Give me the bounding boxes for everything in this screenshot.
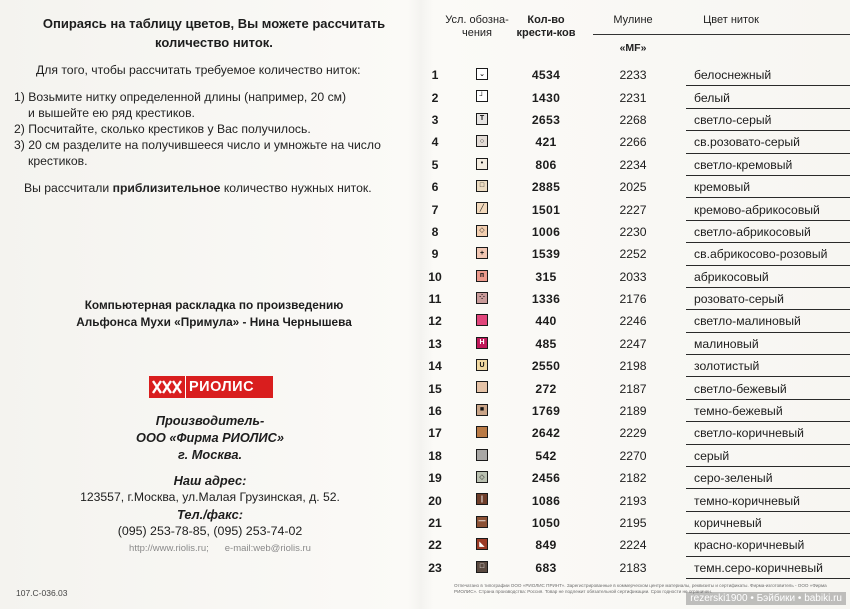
thread-color-name: темно-коричневый (694, 493, 800, 508)
thread-color-name: темн.серо-коричневый (694, 560, 823, 575)
row-number: 12 (428, 314, 442, 329)
symbol-swatch-icon: ■ (476, 404, 488, 416)
symbol-swatch-icon (476, 449, 488, 461)
row-number: 17 (428, 426, 442, 441)
symbol-swatch-icon: ⌄ (476, 68, 488, 80)
row-number: 6 (431, 180, 439, 195)
symbol-swatch-icon: ◇ (476, 225, 488, 237)
thread-color-name: светло-коричневый (694, 426, 804, 441)
symbol-swatch-icon: H (476, 337, 488, 349)
table-row (418, 445, 850, 467)
table-row (418, 176, 850, 198)
stitch-count: 2653 (531, 112, 561, 127)
table-row (418, 154, 850, 176)
row-number: 23 (428, 560, 442, 575)
mf-code: 2270 (619, 448, 647, 463)
mf-code: 2230 (619, 224, 647, 239)
row-number: 4 (431, 135, 439, 150)
mf-code: 2227 (619, 202, 647, 217)
stitch-count: 272 (535, 381, 557, 396)
row-number: 20 (428, 493, 442, 508)
thread-color-name: розовато-серый (694, 292, 784, 307)
mf-code: 2246 (619, 314, 647, 329)
stitch-count: 1086 (531, 493, 561, 508)
mf-code: 2224 (619, 538, 647, 553)
header-mf: «MF» (619, 42, 647, 54)
mf-code: 2266 (619, 135, 647, 150)
thread-color-name: кремовый (694, 180, 751, 195)
table-row (418, 333, 850, 355)
stitch-count: 485 (535, 336, 557, 351)
thread-color-name: серый (694, 448, 730, 463)
stitch-count: 2885 (531, 180, 561, 195)
mf-code: 2183 (619, 560, 647, 575)
stitch-count: 440 (535, 314, 557, 329)
stitch-count: 806 (535, 157, 557, 172)
stitch-count: 1501 (531, 202, 561, 217)
thread-color-name: малиновый (694, 336, 759, 351)
instruction-step: и вышейте ею ряд крестиков. (28, 106, 195, 120)
stitch-count: 315 (535, 269, 557, 284)
symbol-swatch-icon (476, 381, 488, 393)
instructions (14, 62, 414, 196)
row-number: 18 (428, 448, 442, 463)
row-number: 7 (431, 202, 439, 217)
instruction-step: крестиков. (28, 154, 88, 168)
stitch-count: 421 (535, 135, 557, 150)
symbol-swatch-icon: T (476, 113, 488, 125)
row-divider (686, 578, 850, 579)
row-number: 10 (428, 269, 442, 284)
instruction-step: 2) Посчитайте, сколько крестиков у Вас получилось. (14, 122, 311, 136)
table-row (418, 109, 850, 131)
header-color: Цвет ниток (703, 14, 759, 26)
web-contacts (100, 543, 340, 554)
stitch-count: 2550 (531, 359, 561, 374)
table-row (418, 557, 850, 579)
mf-code: 2187 (619, 381, 647, 396)
table-row (418, 86, 850, 108)
table-row (418, 534, 850, 556)
table-row (418, 377, 850, 399)
mf-code: 2252 (619, 247, 647, 262)
row-number: 2 (431, 90, 439, 105)
mf-code: 2229 (619, 426, 647, 441)
header-rule (593, 34, 850, 35)
thread-color-name: светло-кремовый (694, 157, 793, 172)
table-row (418, 198, 850, 220)
table-row (418, 400, 850, 422)
symbol-swatch-icon (476, 426, 488, 438)
stitch-count: 1006 (531, 224, 561, 239)
thread-color-name: светло-малиновый (694, 314, 801, 329)
table-row (418, 131, 850, 153)
thread-color-name: коричневый (694, 516, 762, 530)
email-link[interactable]: e-mail:web@riolis.ru (224, 543, 311, 554)
thread-color-name: абрикосовый (694, 269, 769, 284)
mf-code: 2247 (619, 336, 647, 351)
riolis-logo (149, 376, 273, 398)
manufacturer: Производитель- ООО «Фирма РИОЛИС» г. Москва. (135, 413, 284, 462)
mf-code: 2176 (619, 292, 647, 307)
stitch-count: 683 (535, 560, 557, 575)
instructions-result: Вы рассчитали приблизительное количество нужных ниток. (24, 181, 372, 195)
website-link[interactable]: http://www.riolis.ru; (129, 543, 209, 554)
mf-code: 2268 (619, 112, 647, 127)
row-number: 21 (428, 516, 442, 530)
symbol-swatch-icon: ⁘ (476, 292, 488, 304)
stitch-count: 1539 (531, 247, 561, 262)
table-row (418, 467, 850, 489)
symbol-swatch-icon: □ (476, 180, 488, 192)
thread-color-name: св.розовато-серый (694, 135, 800, 150)
table-row (418, 355, 850, 377)
instruction-step: 1) Возьмите нитку определенной длины (например, 20 см) (14, 90, 347, 104)
stitch-count: 2642 (531, 426, 561, 441)
thread-color-name: серо-зеленый (694, 471, 773, 486)
watermark: rezerski1900 • Бэйбики • babiki.ru (686, 592, 846, 605)
stitch-count: 1336 (531, 292, 561, 307)
row-number: 13 (428, 336, 442, 351)
symbol-swatch-icon: + (476, 247, 488, 259)
thread-color-name: кремово-абрикосовый (694, 202, 820, 217)
row-number: 9 (431, 247, 439, 262)
stitch-count: 542 (535, 448, 557, 463)
stitch-count: 849 (535, 538, 557, 553)
mf-code: 2182 (619, 471, 647, 486)
symbol-swatch-icon: ┘ (476, 90, 488, 102)
instruction-step: 3) 20 см разделите на получившееся число и умножьте на число (14, 138, 381, 152)
mf-code: 2193 (619, 493, 647, 508)
table-row (418, 266, 850, 288)
table-row (418, 489, 850, 511)
thread-color-name: белоснежный (694, 68, 772, 83)
header-symbol: Усл. обозна-чения (445, 14, 509, 39)
thread-color-name: светло-абрикосовый (694, 224, 811, 239)
table-row (418, 221, 850, 243)
table-row (418, 243, 850, 265)
stitch-count: 2456 (531, 471, 561, 486)
mf-code: 2234 (619, 157, 647, 172)
row-number: 16 (428, 404, 442, 419)
phone-heading: Тел./факс: (177, 507, 243, 522)
mf-code: 2231 (619, 90, 647, 105)
thread-color-name: св.абрикосово-розовый (694, 247, 828, 262)
left-page (0, 0, 418, 609)
thread-color-name: золотистый (694, 359, 760, 374)
table-row (418, 422, 850, 444)
color-key-table (418, 0, 850, 609)
row-number: 5 (431, 157, 439, 172)
thread-color-name: темно-бежевый (694, 404, 783, 419)
table-row (418, 64, 850, 86)
thread-color-name: светло-серый (694, 112, 772, 127)
logo-cross-icon (149, 376, 185, 398)
table-row (418, 310, 850, 332)
symbol-swatch-icon: | (476, 493, 488, 505)
row-number: 1 (431, 68, 439, 83)
logo-text: РИОЛИС (185, 376, 273, 398)
phone-numbers: (095) 253-78-85, (095) 253-74-02 (117, 524, 303, 538)
stitch-count: 1769 (531, 404, 561, 419)
row-number: 11 (428, 292, 442, 307)
symbol-swatch-icon: U (476, 359, 488, 371)
mf-code: 2025 (619, 180, 647, 195)
stitch-count: 1050 (531, 516, 561, 530)
stitch-count: 1430 (531, 90, 561, 105)
header-mulina: Мулине (613, 14, 653, 26)
symbol-swatch-icon: ╱ (476, 202, 488, 214)
symbol-swatch-icon: ○ (476, 135, 488, 147)
thread-color-name: светло-бежевый (694, 381, 787, 396)
stitch-count: 4534 (531, 68, 561, 83)
address-heading: Наш адрес: (173, 473, 247, 488)
table-row (418, 512, 850, 534)
mf-code: 2195 (619, 516, 647, 530)
symbol-swatch-icon: п (476, 270, 488, 282)
table-body (418, 64, 850, 579)
mf-code: 2198 (619, 359, 647, 374)
row-number: 19 (428, 471, 442, 486)
address: 123557, г.Москва, ул.Малая Грузинская, д. 52. (80, 490, 340, 504)
mf-code: 2233 (619, 68, 647, 83)
header-count: Кол-во крести-ков (516, 14, 576, 39)
intro-title: Опираясь на таблицу цветов, Вы можете рассчитать количество ниток. (42, 16, 386, 50)
symbol-swatch-icon: — (476, 516, 488, 528)
thread-color-name: красно-коричневый (694, 538, 805, 553)
row-number: 22 (428, 538, 442, 553)
mf-code: 2033 (619, 269, 647, 284)
symbol-swatch-icon: ◣ (476, 538, 488, 550)
row-number: 15 (428, 381, 442, 396)
symbol-swatch-icon: □ (476, 561, 488, 573)
symbol-swatch-icon: ◇ (476, 471, 488, 483)
row-number: 14 (428, 359, 442, 374)
design-credits: Компьютерная раскладка по произведению Альфонса Мухи «Примула» - Нина Чернышева (76, 298, 352, 329)
table-row (418, 288, 850, 310)
row-number: 8 (431, 224, 439, 239)
product-code: 107.С-036.03 (16, 588, 68, 598)
symbol-swatch-icon (476, 314, 488, 326)
mf-code: 2189 (619, 404, 647, 419)
instructions-lead: Для того, чтобы рассчитать требуемое количество ниток: (36, 63, 361, 77)
symbol-swatch-icon: • (476, 158, 488, 170)
row-number: 3 (431, 112, 439, 127)
fine-print: Отпечатано в типографии ООО «РИОЛИС ПРИНТ». Зарегистрированные в коммерческом центре материалы, реквизиты и сертификаты. Фирма-изготовитель - ООО «Фирма РИОЛИС». Страна производства: Россия. Товар не подлежит обязательной сертификации. Срок годности не ограничен. (454, 583, 827, 594)
thread-color-name: белый (694, 90, 730, 105)
